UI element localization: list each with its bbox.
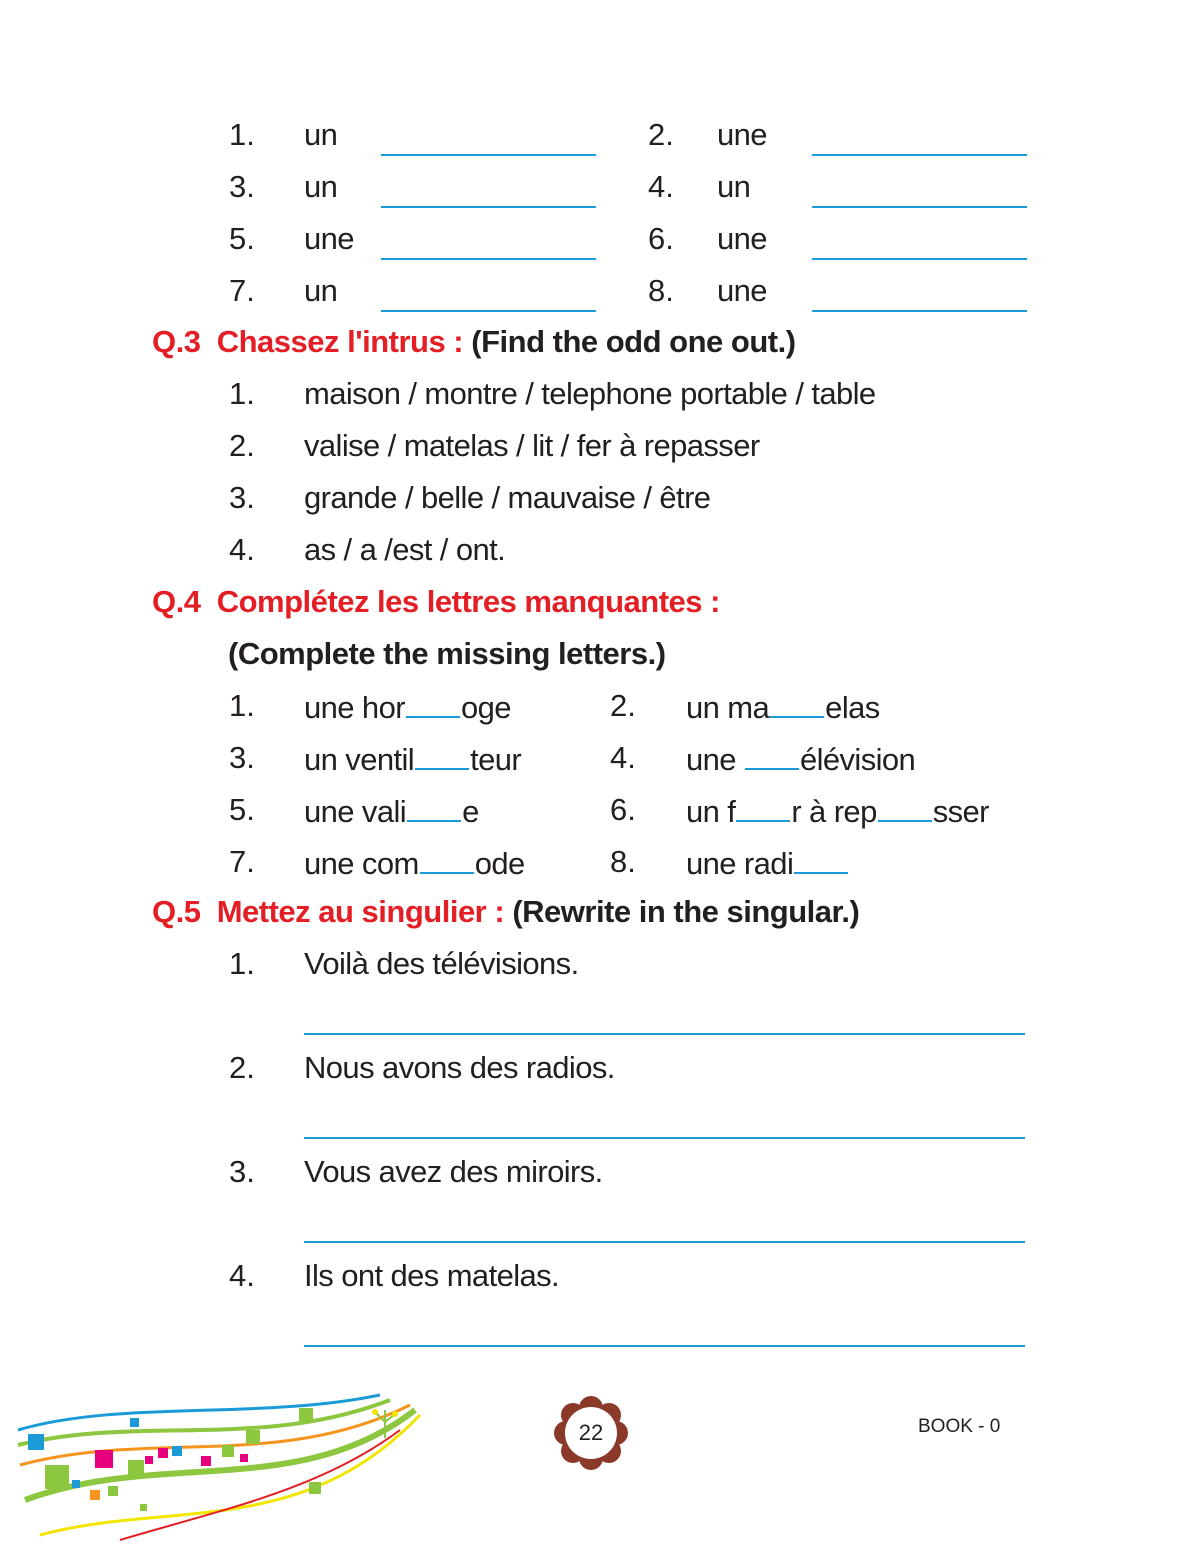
answer-line[interactable] [304,1137,1025,1139]
letter-blank[interactable] [794,844,848,874]
odd-one-out-item: valise / matelas / lit / fer à repasser [304,428,760,463]
missing-letters-item: un ventil teur [304,742,522,777]
question-title: Mettez au singulier : [216,894,505,929]
question-number: Q.4 [152,584,201,619]
question-title: Complétez les lettres manquantes : [216,584,720,619]
question-subtitle: (Rewrite in the singular.) [512,894,860,929]
article-text: une [717,117,767,152]
q3-heading [152,324,796,360]
article-text: une [304,221,354,256]
article-text: un [304,117,338,152]
item-number: 2. [229,428,255,463]
answer-line[interactable] [381,206,596,208]
question-number: Q.3 [152,324,201,359]
missing-letters-item: un ma elas [686,690,880,725]
answer-line[interactable] [381,154,596,156]
item-number: 3. [229,740,255,775]
answer-line[interactable] [304,1033,1025,1035]
question-title: Chassez l'intrus : [216,324,464,359]
article-text: un [717,169,751,204]
letter-blank[interactable] [407,792,461,822]
item-number: 3. [229,1154,255,1189]
answer-line[interactable] [381,310,596,312]
book-label: BOOK - 0 [918,1416,1001,1437]
letter-blank[interactable] [415,740,469,770]
answer-line[interactable] [812,154,1027,156]
page-number-badge [554,1396,628,1470]
letter-blank[interactable] [420,844,474,874]
answer-line[interactable] [304,1241,1025,1243]
article-text: une [717,221,767,256]
item-number: 7. [229,273,255,308]
sentence-item: Voilà des télévisions. [304,946,579,981]
question-number: Q.5 [152,894,201,929]
answer-line[interactable] [304,1345,1025,1347]
item-number: 4. [610,740,636,775]
page-number: 22 [578,1420,604,1445]
missing-letters-item: une élévision [686,742,916,777]
missing-letters-item: une hor oge [304,690,511,725]
missing-letters-item: un f r à rep sser [686,794,989,829]
item-number: 1. [229,946,255,981]
answer-line[interactable] [381,258,596,260]
item-number: 8. [648,273,674,308]
sentence-item: Vous avez des miroirs. [304,1154,603,1189]
article-text: un [304,273,338,308]
sentence-item: Ils ont des matelas. [304,1258,560,1293]
answer-line[interactable] [812,206,1027,208]
article-text: un [304,169,338,204]
letter-blank[interactable] [745,740,799,770]
article-text: une [717,273,767,308]
q4-heading [152,584,720,620]
question-subtitle: (Complete the missing letters.) [228,636,666,671]
letter-blank[interactable] [736,792,790,822]
item-number: 2. [229,1050,255,1085]
item-number: 1. [229,117,255,152]
item-number: 6. [648,221,674,256]
item-number: 1. [229,688,255,723]
answer-line[interactable] [812,310,1027,312]
item-number: 1. [229,376,255,411]
item-number: 4. [229,1258,255,1293]
q5-heading [152,894,859,930]
answer-line[interactable] [812,258,1027,260]
item-number: 2. [610,688,636,723]
decorative-swoosh-graphic [0,1390,430,1563]
item-number: 4. [229,532,255,567]
item-number: 8. [610,844,636,879]
odd-one-out-item: as / a /est / ont. [304,532,506,567]
item-number: 3. [229,169,255,204]
letter-blank[interactable] [878,792,932,822]
item-number: 7. [229,844,255,879]
sentence-item: Nous avons des radios. [304,1050,615,1085]
item-number: 6. [610,792,636,827]
item-number: 5. [229,792,255,827]
letter-blank[interactable] [770,688,824,718]
letter-blank[interactable] [406,688,460,718]
missing-letters-item: une vali e [304,794,479,829]
missing-letters-item: une radi [686,844,849,882]
odd-one-out-item: grande / belle / mauvaise / être [304,480,711,515]
item-number: 4. [648,169,674,204]
item-number: 3. [229,480,255,515]
question-subtitle: (Find the odd one out.) [471,324,796,359]
odd-one-out-item: maison / montre / telephone portable / table [304,376,876,411]
item-number: 5. [229,221,255,256]
missing-letters-item: une com ode [304,846,525,881]
item-number: 2. [648,117,674,152]
